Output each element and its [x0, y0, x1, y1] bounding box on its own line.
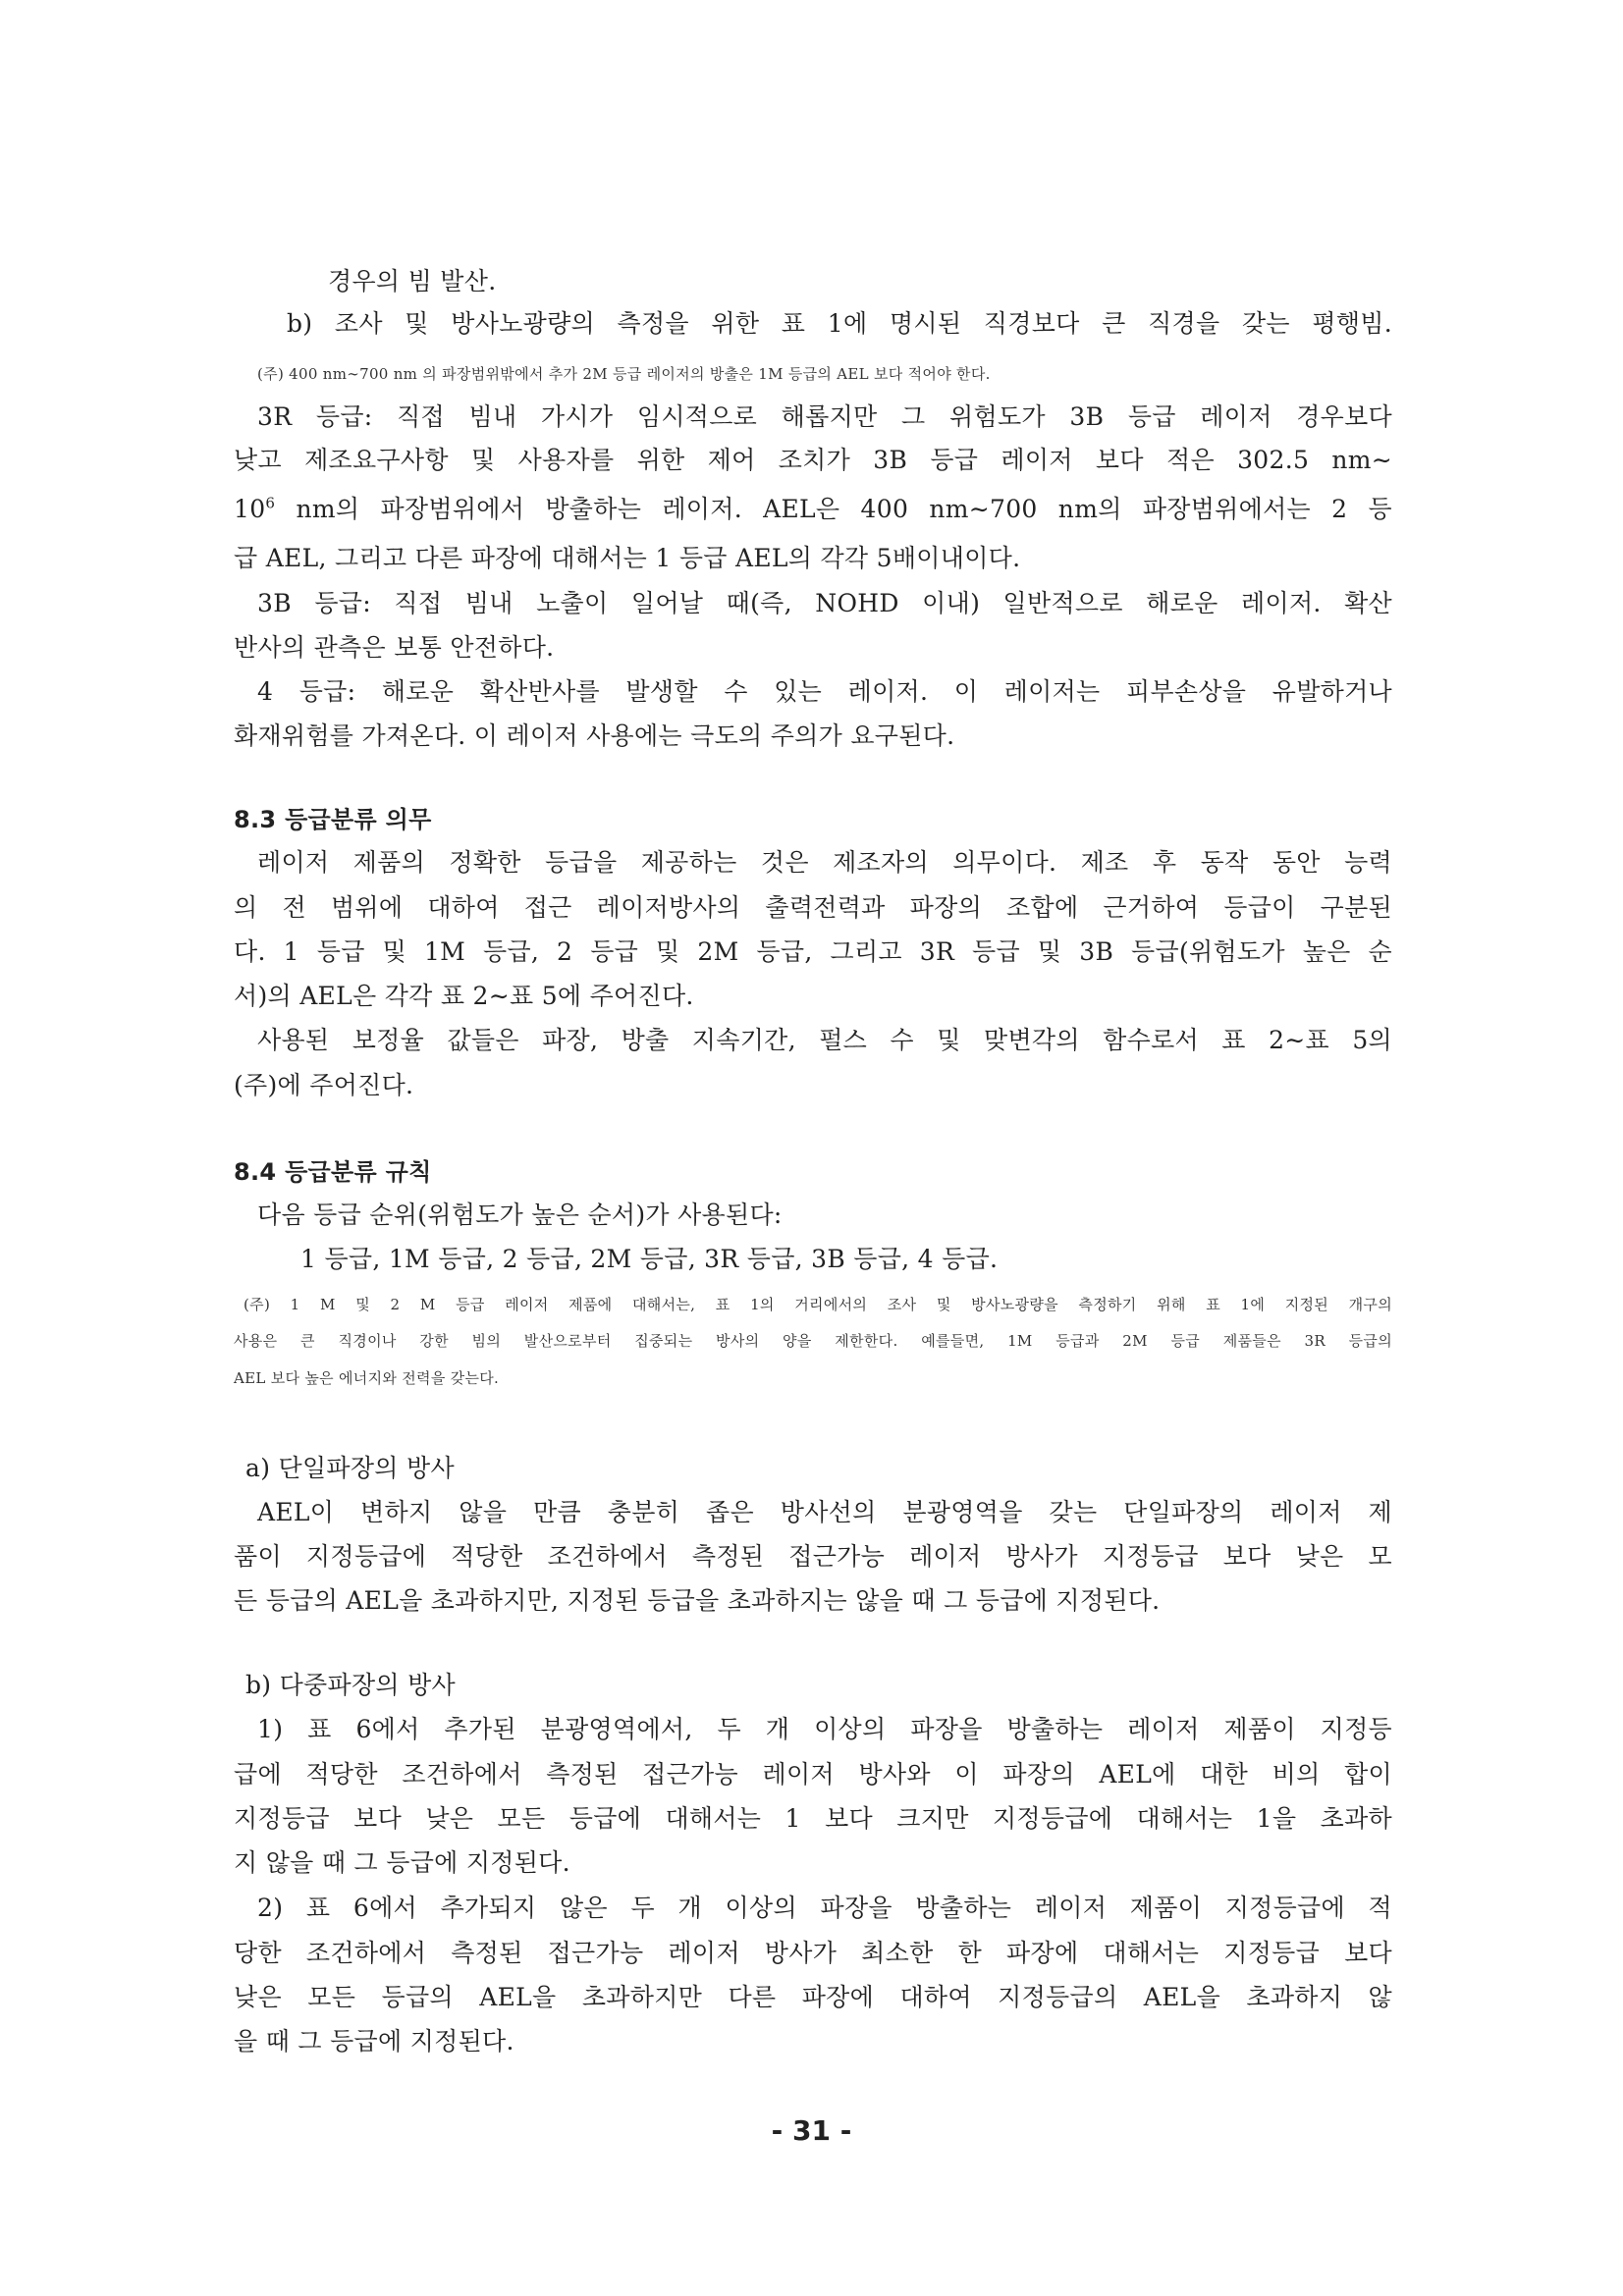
item-b-parallel-beam: b) 조사 및 방사노광량의 측정을 위한 표 1에 명시된 직경보다 큰 직경을 갖는 평행빔.: [287, 309, 1392, 338]
note-line: AEL 보다 높은 에너지와 전력을 갖는다.: [234, 1369, 500, 1387]
continuation-line: 경우의 빔 발산.: [328, 267, 497, 295]
paragraph-line: 1) 표 6에서 추가된 분광영역에서, 두 개 이상의 파장을 방출하는 레이저 제품이 지정등: [257, 1715, 1392, 1743]
note-line: 사용은 큰 직경이나 강한 빔의 발산으로부터 집중되는 방사의 양을 제한한다. 예를들면, 1M 등급과 2M 등급 제품들은 3R 등급의: [234, 1332, 1392, 1350]
page-number: - 31 -: [771, 2114, 852, 2147]
section-heading: 8.4 등급분류 규칙: [234, 1158, 432, 1186]
paragraph-line: 든 등급의 AEL을 초과하지만, 지정된 등급을 초과하지는 않을 때 그 등급에 지정된다.: [234, 1586, 1161, 1615]
paragraph-line: 2) 표 6에서 추가되지 않은 두 개 이상의 파장을 방출하는 레이저 제품이 지정등급에 적: [257, 1894, 1392, 1922]
paragraph-line: 의 전 범위에 대하여 접근 레이저방사의 출력전력과 파장의 조합에 근거하여 등급이 구분된: [234, 893, 1392, 922]
paragraph-line: 지 않을 때 그 등급에 지정된다.: [234, 1848, 570, 1877]
class-3r-line: 3R 등급: 직접 빔내 가시가 임시적으로 해롭지만 그 위험도가 3B 등급 레이저 경우보다: [257, 402, 1392, 431]
section-heading: 8.3 등급분류 의무: [234, 806, 432, 833]
paragraph-line: 서)의 AEL은 각각 표 2∼표 5에 주어진다.: [234, 982, 694, 1010]
note-line: (주) 1 M 및 2 M 등급 레이저 제품에 대해서는, 표 1의 거리에서의 조사 및 방사노광량을 측정하기 위해 표 1에 지정된 개구의: [243, 1296, 1392, 1313]
paragraph-line: 품이 지정등급에 적당한 조건하에서 측정된 접근가능 레이저 방사가 지정등급 보다 낮은 모: [234, 1542, 1392, 1571]
power-base: 10: [234, 495, 266, 523]
paragraph-line: 당한 조건하에서 측정된 접근가능 레이저 방사가 최소한 한 파장에 대해서는 지정등급 보다: [234, 1939, 1392, 1967]
paragraph-line: (주)에 주어진다.: [234, 1071, 414, 1099]
class-3b-line: 반사의 관측은 보통 안전하다.: [234, 633, 555, 662]
paragraph-line: 레이저 제품의 정확한 등급을 제공하는 것은 제조자의 의무이다. 제조 후 동작 동안 능력: [257, 848, 1392, 877]
class-4-line: 4 등급: 해로운 확산반사를 발생할 수 있는 레이저. 이 레이저는 피부손상을 유발하거나: [257, 677, 1392, 706]
paragraph-line: AEL이 변하지 않을 만큼 충분히 좁은 방사선의 분광영역을 갖는 단일파장의 레이저 제: [257, 1498, 1392, 1526]
paragraph-line: 을 때 그 등급에 지정된다.: [234, 2027, 514, 2056]
class-3r-line: 급 AEL, 그리고 다른 파장에 대해서는 1 등급 AEL의 각각 5배이내이다.: [234, 544, 1021, 572]
subsection-heading: a) 단일파장의 방사: [245, 1454, 455, 1482]
paragraph-line: 다음 등급 순위(위험도가 높은 순서)가 사용된다:: [257, 1201, 783, 1229]
paragraph-line: 사용된 보정율 값들은 파장, 방출 지속기간, 펄스 수 및 맞변각의 함수로서 표 2∼표 5의: [257, 1026, 1392, 1054]
paragraph-line: 급에 적당한 조건하에서 측정된 접근가능 레이저 방사와 이 파장의 AEL에 대한 비의 합이: [234, 1760, 1392, 1789]
class-3r-line-rest: nm의 파장범위에서 방출하는 레이저. AEL은 400 nm∼700 nm의 파장범위에서는 2 등: [275, 495, 1392, 523]
class-order-line: 1 등급, 1M 등급, 2 등급, 2M 등급, 3R 등급, 3B 등급, 4 등급.: [300, 1245, 999, 1273]
paragraph-line: 낮은 모든 등급의 AEL을 초과하지만 다른 파장에 대하여 지정등급의 AEL을 초과하지 않: [234, 1983, 1392, 2011]
class-3r-line: 낮고 제조요구사항 및 사용자를 위한 제어 조치가 3B 등급 레이저 보다 적은 302.5 nm∼: [234, 446, 1392, 474]
power-exponent: 6: [265, 494, 276, 512]
class-4-line: 화재위험를 가져온다. 이 레이저 사용에는 극도의 주의가 요구된다.: [234, 721, 955, 750]
class-3r-line: [234, 493, 1392, 526]
subsection-heading: b) 다중파장의 방사: [245, 1671, 457, 1699]
note-2m-class: (주) 400 nm∼700 nm 의 파장범위밖에서 추가 2M 등급 레이저의 방출은 1M 등급의 AEL 보다 적어야 한다.: [257, 365, 991, 383]
class-3b-line: 3B 등급: 직접 빔내 노출이 일어날 때(즉, NOHD 이내) 일반적으로 해로운 레이저. 확산: [257, 589, 1392, 617]
paragraph-line: 지정등급 보다 낮은 모든 등급에 대해서는 1 보다 크지만 지정등급에 대해서는 1을 초과하: [234, 1804, 1392, 1833]
paragraph-line: 다. 1 등급 및 1M 등급, 2 등급 및 2M 등급, 그리고 3R 등급 및 3B 등급(위험도가 높은 순: [234, 937, 1392, 966]
